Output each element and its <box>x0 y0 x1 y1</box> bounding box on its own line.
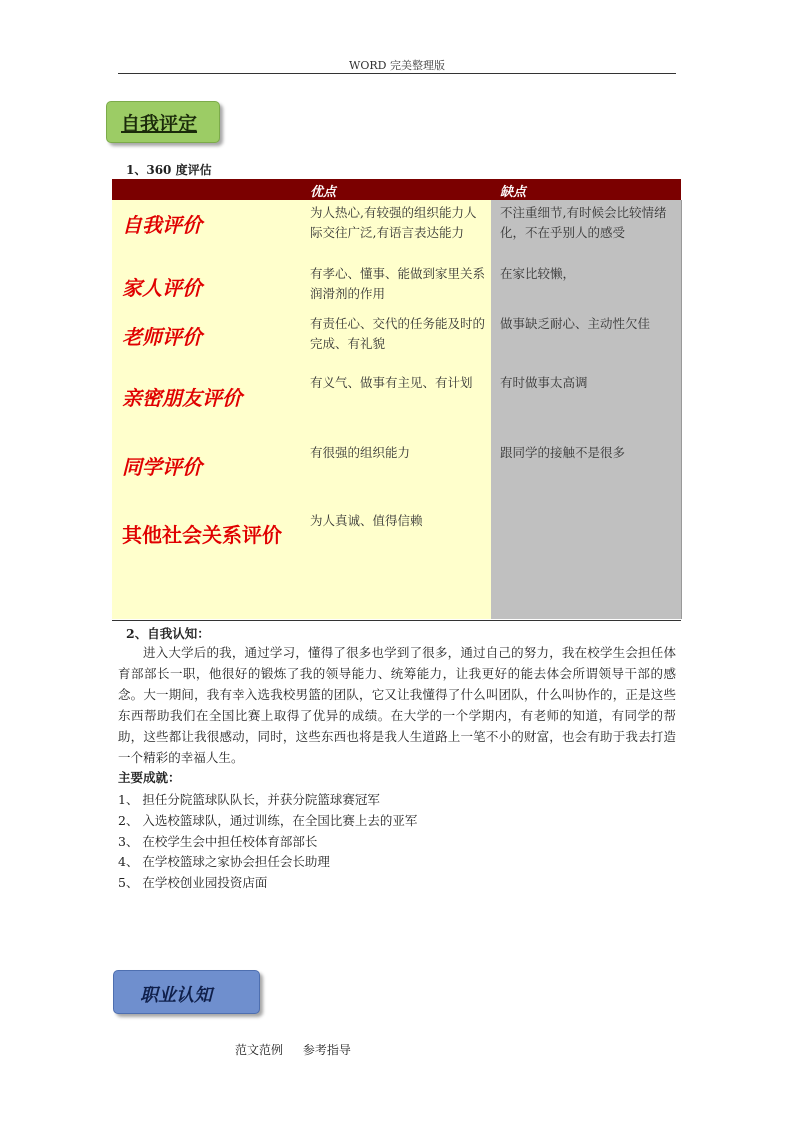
footer-right: 参考指导 <box>302 1043 351 1057</box>
eval-section-title: 1、360 度评估 <box>126 163 212 177</box>
cons-column <box>491 200 682 619</box>
row-cons: 做事缺乏耐心、主动性欠佳 <box>500 316 651 331</box>
achievement-item: 1、 担任分院篮球队队长，并获分院篮球赛冠军 <box>118 792 380 807</box>
achievement-item: 5、 在学校创业园投资店面 <box>118 875 268 890</box>
row-label: 自我评价 <box>122 213 202 237</box>
self-cognition-paragraph: 进入大学后的我，通过学习，懂得了很多也学到了很多，通过自己的努力，我在校学生会担任体育部部长一职，他很好的锻炼了我的领导能力、统筹能力，让我更好的能去体会所谓领导干部的感念。大一期间，我有幸入选我校男篮的团队，它又让我懂得了什么叫团队，什么叫协作的，正是这些东西帮助我们在全国比赛上取得了优异的成绩。在大学的一个学期内，有老师的知道，有同学的帮助，这些都让我很感动，同时，这些东西也将是我人生道路上一笔不小的财富，也会有助于我去打造一个精彩的幸福人生。 <box>118 645 676 765</box>
section-tab-career-cognition <box>113 970 260 1014</box>
row-pros: 有义气、做事有主见、有计划 <box>310 375 473 390</box>
row-label: 家人评价 <box>122 276 202 300</box>
header-cons: 缺点 <box>500 185 527 200</box>
row-cons: 不注重细节,有时候会比较情绪化，不在乎别人的感受 <box>500 205 667 240</box>
achievement-item: 4、 在学校篮球之家协会担任会长助理 <box>118 854 330 869</box>
section-tab-self-assessment <box>106 101 220 143</box>
page-header: WORD 完美整理版 <box>349 59 445 72</box>
row-pros: 为人真诚、值得信赖 <box>310 513 423 528</box>
row-label: 老师评价 <box>122 325 202 349</box>
row-label: 同学评价 <box>122 455 202 479</box>
row-cons: 有时做事太高调 <box>500 375 588 390</box>
evaluation-table <box>112 179 681 619</box>
table-bottom-rule <box>112 620 681 621</box>
achievements-title: 主要成就： <box>118 770 181 785</box>
section-tab-label: 自我评定 <box>121 113 198 135</box>
row-pros: 有责任心、交代的任务能及时的完成、有礼貌 <box>310 316 486 351</box>
header-pros: 优点 <box>310 185 337 200</box>
row-pros: 有孝心、懂事、能做到家里关系润滑剂的作用 <box>310 266 486 301</box>
header-rule <box>118 73 676 74</box>
self-cognition-title: 2、自我认知： <box>126 626 210 641</box>
footer-left: 范文范例 <box>235 1043 284 1057</box>
row-cons: 跟同学的接触不是很多 <box>500 445 626 460</box>
row-label: 亲密朋友评价 <box>122 386 242 410</box>
row-cons: 在家比较懒， <box>500 266 576 281</box>
table-header-row <box>112 179 681 200</box>
section-tab-label: 职业认知 <box>140 985 212 1006</box>
pros-column <box>306 200 491 619</box>
achievement-item: 2、 入选校篮球队，通过训练，在全国比赛上去的亚军 <box>118 813 418 828</box>
page-footer <box>235 1041 367 1058</box>
row-pros: 有很强的组织能力 <box>310 445 411 460</box>
row-pros: 为人热心,有较强的组织能力人际交往广泛,有语言表达能力 <box>310 205 477 240</box>
achievement-item: 3、 在校学生会中担任校体育部部长 <box>118 834 318 849</box>
row-label: 其他社会关系评价 <box>122 523 282 547</box>
